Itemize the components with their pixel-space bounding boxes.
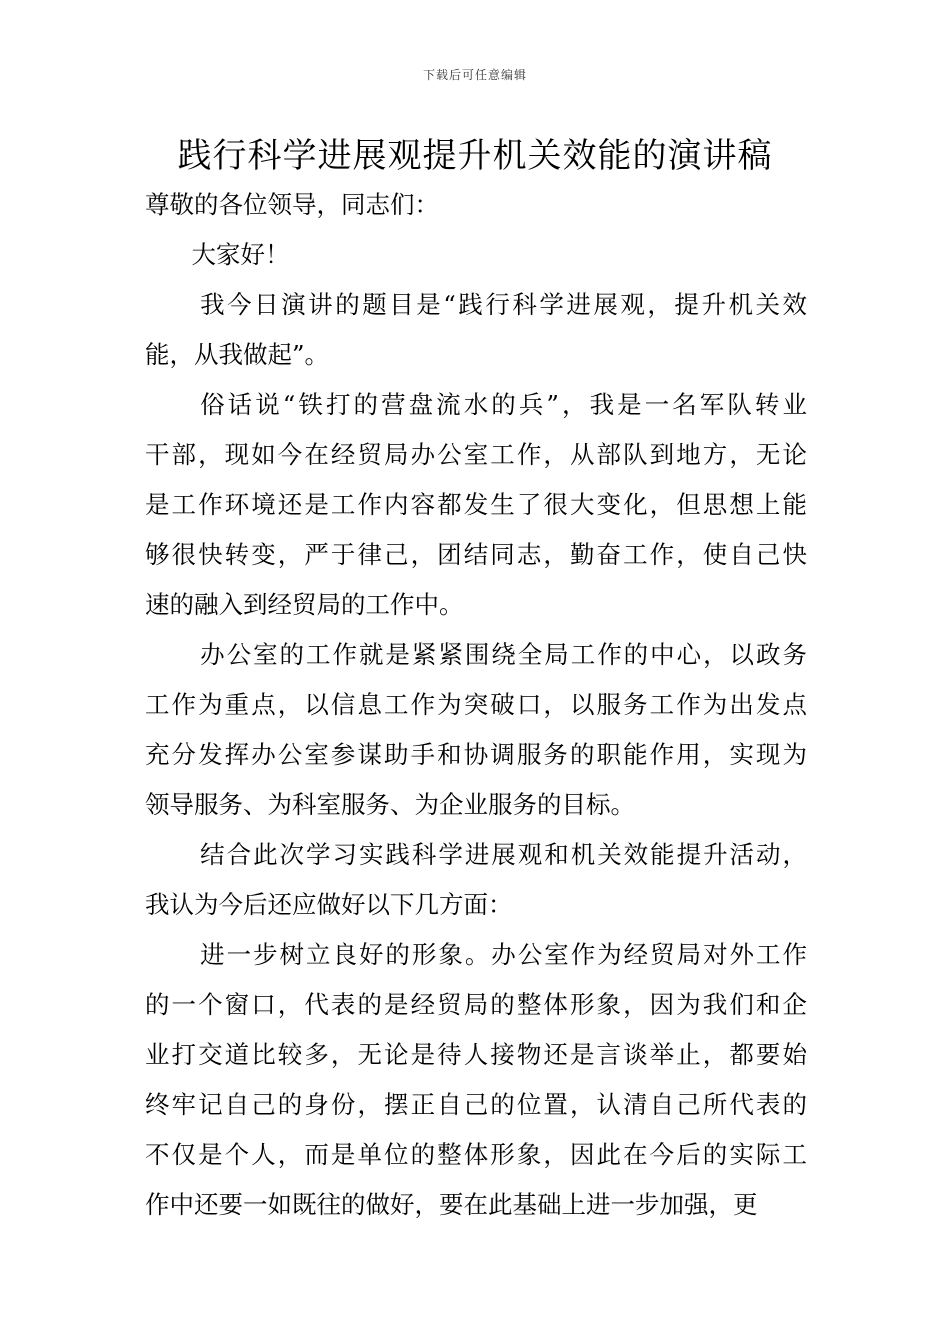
paragraph-line: 的一个窗口，代表的是经贸局的整体形象，因为我们和企 (145, 990, 807, 1019)
paragraph-line: 速的融入到经贸局的工作中。 (145, 590, 464, 619)
paragraph-line: 充分发挥办公室参谋助手和协调服务的职能作用，实现为 (145, 740, 807, 769)
document-title: 践行科学进展观提升机关效能的演讲稿 (177, 136, 773, 176)
paragraph-line: 业打交道比较多，无论是待人接物还是言谈举止，都要始 (145, 1040, 807, 1069)
paragraph-line: 终牢记自己的身份，摆正自己的位置，认清自己所代表的 (145, 1090, 807, 1119)
paragraph-line: 我认为今后还应做好以下几方面： (145, 890, 513, 919)
body-paragraph (145, 630, 807, 830)
salutation: 尊敬的各位领导，同志们： (145, 190, 439, 219)
paragraph-line: 俗话说“铁打的营盘流水的兵”，我是一名军队转业 (200, 390, 807, 419)
paragraph-line: 进一步树立良好的形象。办公室作为经贸局对外工作 (200, 940, 807, 969)
paragraph-line: 工作为重点，以信息工作为突破口，以服务工作为出发点 (145, 690, 807, 719)
paragraph-line: 作中还要一如既往的做好，要在此基础上进一步加强，更 (145, 1190, 758, 1219)
paragraph-line: 我今日演讲的题目是“践行科学进展观，提升机关效 (200, 290, 807, 319)
paragraph-line: 是工作环境还是工作内容都发生了很大变化，但思想上能 (145, 490, 807, 519)
document-body (145, 180, 807, 1230)
body-paragraph (145, 930, 807, 1230)
body-paragraph (145, 830, 807, 930)
paragraph-line: 干部，现如今在经贸局办公室工作，从部队到地方，无论 (145, 440, 807, 469)
paragraph-line: 结合此次学习实践科学进展观和机关效能提升活动， (200, 840, 807, 869)
greeting: 大家好！ (191, 240, 290, 269)
paragraph-line: 够很快转变，严于律己，团结同志，勤奋工作，使自己快 (145, 540, 807, 569)
paragraph-list (145, 280, 807, 1230)
paragraph-line: 领导服务、为科室服务、为企业服务的目标。 (145, 790, 635, 819)
body-paragraph (145, 380, 807, 630)
paragraph-line: 不仅是个人，而是单位的整体形象，因此在今后的实际工 (145, 1140, 807, 1169)
header-note: 下载后可任意编辑 (422, 68, 527, 82)
body-paragraph (145, 280, 807, 380)
paragraph-line: 能，从我做起”。 (145, 340, 330, 369)
paragraph-line: 办公室的工作就是紧紧围绕全局工作的中心，以政务 (200, 640, 807, 669)
